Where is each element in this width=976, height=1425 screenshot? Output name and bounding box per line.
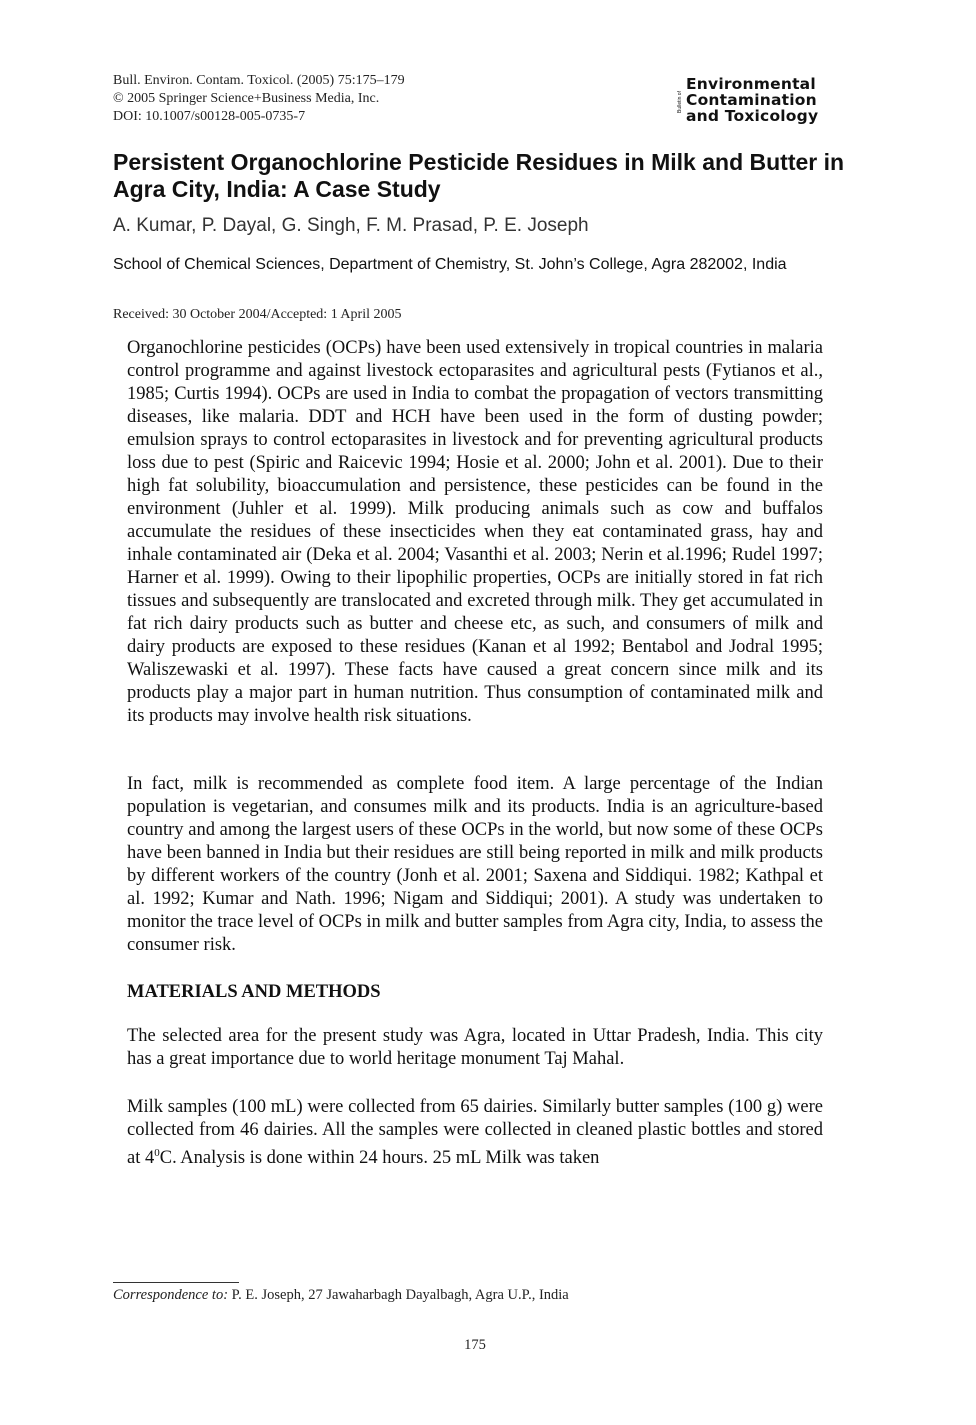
footnote-rule xyxy=(113,1282,239,1283)
sampling-text-part-2: C. Analysis is done within 24 hours. 25 mL Milk was taken xyxy=(159,1148,600,1168)
citation-block xyxy=(113,72,405,126)
degree-superscript: 0 xyxy=(154,1147,160,1159)
journal-logo-line-1: Environmental xyxy=(686,75,816,93)
article-title: Persistent Organochlorine Pesticide Residues in Milk and Butter in Agra City, India: A Case Study xyxy=(113,149,845,202)
sampling-text-part-1: Milk samples (100 mL) were collected from 65 dairies. Similarly butter samples (100 g) were collected from 46 dairies. All the samples were collected in cleaned plastic bottles and stored at 4 xyxy=(127,1097,823,1168)
body-paragraph-study-area: The selected area for the present study was Agra, located in Uttar Pradesh, India. This city has a great importance due to world heritage monument Taj Mahal. xyxy=(127,1026,823,1069)
journal-logo-line-2: Contamination xyxy=(686,91,817,109)
citation-line-journal: Bull. Environ. Contam. Toxicol. (2005) 75:175–179 xyxy=(113,73,405,88)
journal-logo-side-text: Bulletin of xyxy=(677,91,683,113)
footnote-label: Correspondence to: xyxy=(113,1287,229,1303)
citation-line-doi: DOI: 10.1007/s00128-005-0735-7 xyxy=(113,109,306,124)
correspondence-footnote xyxy=(113,1286,569,1304)
body-paragraph-sampling xyxy=(127,1096,823,1170)
body-paragraph-context: In fact, milk is recommended as complete food item. A large percentage of the Indian population is vegetarian, and consumes milk and its products. India is an agriculture-based country and among the largest users of these OCPs in the world, but now some of these OCPs have been banned in India but their residues are still being reported in milk and milk products by different workers of the country (Jonh et al. 2001; Saxena and Siddiqui. 1982; Kathpal et al. 1992; Kumar and Nath. 1996; Nigam and Siddiqui; 2001). A study was undertaken to monitor the trace level of OCPs in milk and butter samples from Agra city, India, to assess the consumer risk. xyxy=(127,774,823,955)
section-heading-materials-methods: MATERIALS AND METHODS xyxy=(127,982,381,1002)
journal-logo xyxy=(676,75,838,126)
journal-logo-lines xyxy=(686,76,818,124)
page-number: 175 xyxy=(464,1337,486,1353)
footnote-text: P. E. Joseph, 27 Jawaharbagh Dayalbagh, Agra U.P., India xyxy=(228,1287,569,1303)
article-affiliation: School of Chemical Sciences, Department of Chemistry, St. John’s College, Agra 282002, India xyxy=(113,256,787,273)
body-paragraph-intro: Organochlorine pesticides (OCPs) have been used extensively in tropical countries in malaria control programme and against livestock ectoparasites and agricultural pests (Fytianos et al., 1985; Curtis 1994). OCPs are used in India to combat the propagation of vectors transmitting diseases, like malaria. DDT and HCH have been used in the form of dusting powder; emulsion sprays to control ectoparasites in livestock and for preventing agricultural products loss due to pest (Spiric and Raicevic 1994; Hosie et al. 2000; John et al. 2001). Due to their high fat solubility, bioaccumulation and persistence, these pesticides can be found in the environment (Juhler et al. 1999). Milk producing animals such as cow and buffalos accumulate the residues of these insecticides when they eat contaminated grass, hay and inhale contaminated air (Deka et al. 2004; Vasanthi et al. 2003; Nerin et al.1996; Rudel 1997; Harner et al. 1999). Owing to their lipophilic properties, OCPs are initially stored in fat rich tissues and subsequently are translocated and excreted through milk. They get accumulated in fat rich dairy products such as butter and cheese etc, as such, and consumers of milk and dairy products are exposed to these residues (Kanan et al 1992; Bentabol and Jodral 1995; Waliszewaski et al. 1997). These facts have caused a great concern since milk and its products play a major part in human nutrition. Thus consumption of contaminated milk and its products may involve health risk situations. xyxy=(127,338,823,726)
citation-line-copyright: © 2005 Springer Science+Business Media, Inc. xyxy=(113,91,380,106)
received-accepted-dates: Received: 30 October 2004/Accepted: 1 April 2005 xyxy=(113,307,402,322)
article-authors: A. Kumar, P. Dayal, G. Singh, F. M. Prasad, P. E. Joseph xyxy=(113,215,589,236)
journal-logo-line-3: and Toxicology xyxy=(686,107,819,125)
